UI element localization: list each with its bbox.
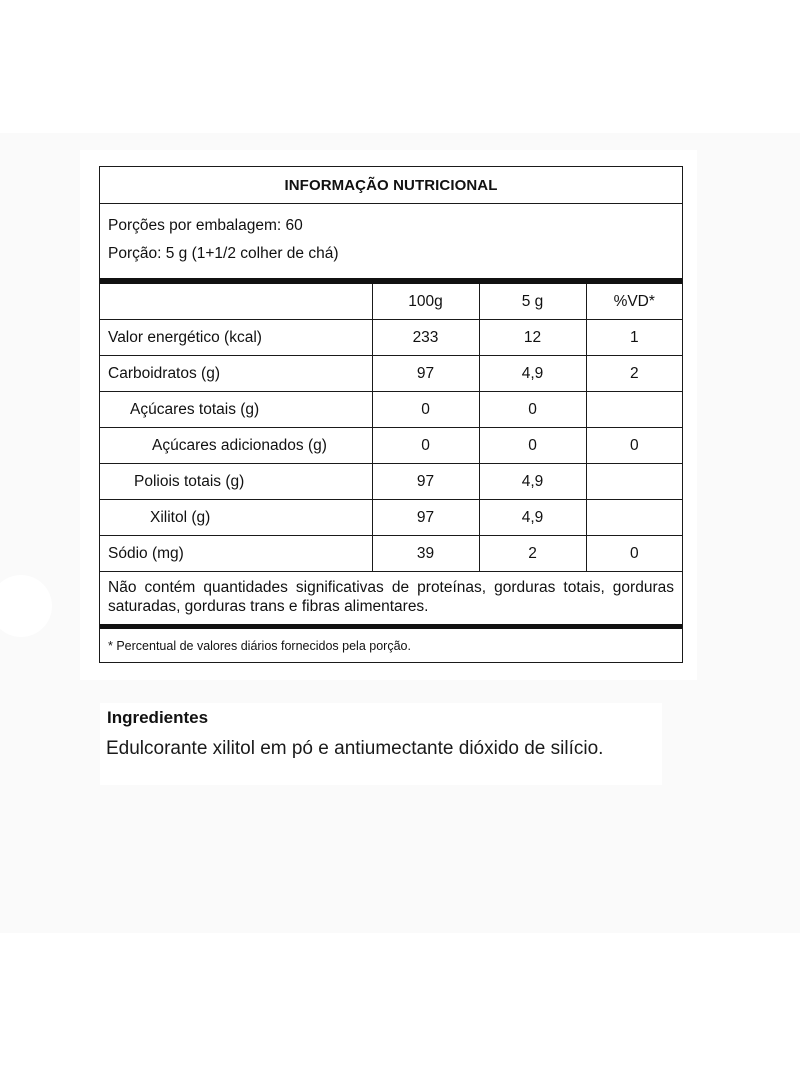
column-header-nutrient	[100, 284, 372, 320]
value-vd: 2	[586, 356, 682, 392]
value-portion: 0	[479, 428, 586, 464]
ingredients-heading: Ingredientes	[107, 708, 209, 727]
value-portion: 0	[479, 392, 586, 428]
nutrient-name: Poliois totais (g)	[100, 464, 372, 500]
portion-info	[100, 204, 682, 284]
value-portion: 4,9	[479, 500, 586, 536]
table-row	[100, 536, 682, 572]
value-100g: 0	[372, 392, 479, 428]
nutrition-facts-label	[99, 166, 683, 663]
table-row	[100, 464, 682, 500]
nutrient-table	[100, 284, 682, 572]
nutrient-name: Açúcares adicionados (g)	[100, 428, 372, 464]
value-100g: 97	[372, 356, 479, 392]
value-vd	[586, 500, 682, 536]
insignificant-nutrients-note: Não contém quantidades significativas de proteínas, gorduras totais, gorduras saturadas, gorduras trans e fibras alimentares.	[100, 572, 682, 629]
value-100g: 233	[372, 320, 479, 356]
value-100g: 0	[372, 428, 479, 464]
value-vd	[586, 392, 682, 428]
table-row	[100, 500, 682, 536]
value-vd: 1	[586, 320, 682, 356]
nutrient-name: Carboidratos (g)	[100, 356, 372, 392]
value-100g: 97	[372, 464, 479, 500]
column-header-vd: %VD*	[586, 284, 682, 320]
value-vd	[586, 464, 682, 500]
value-100g: 97	[372, 500, 479, 536]
value-portion: 4,9	[479, 464, 586, 500]
value-vd: 0	[586, 428, 682, 464]
ingredients-text: Edulcorante xilitol em pó e antiumectante dióxido de silício.	[106, 738, 604, 759]
nutrient-name: Valor energético (kcal)	[100, 320, 372, 356]
value-portion: 12	[479, 320, 586, 356]
value-vd: 0	[586, 536, 682, 572]
table-row	[100, 428, 682, 464]
column-header-portion: 5 g	[479, 284, 586, 320]
column-header-100g: 100g	[372, 284, 479, 320]
nutrient-name: Xilitol (g)	[100, 500, 372, 536]
table-header-row	[100, 284, 682, 320]
value-portion: 4,9	[479, 356, 586, 392]
value-portion: 2	[479, 536, 586, 572]
nutrient-name: Açúcares totais (g)	[100, 392, 372, 428]
nutrient-name: Sódio (mg)	[100, 536, 372, 572]
table-row	[100, 356, 682, 392]
portion-size: Porção: 5 g (1+1/2 colher de chá)	[108, 245, 339, 262]
table-row	[100, 392, 682, 428]
table-row	[100, 320, 682, 356]
value-100g: 39	[372, 536, 479, 572]
label-title: INFORMAÇÃO NUTRICIONAL	[100, 167, 682, 204]
footnote: * Percentual de valores diários fornecidos pela porção.	[108, 639, 411, 653]
portions-per-package: Porções por embalagem: 60	[108, 217, 303, 234]
